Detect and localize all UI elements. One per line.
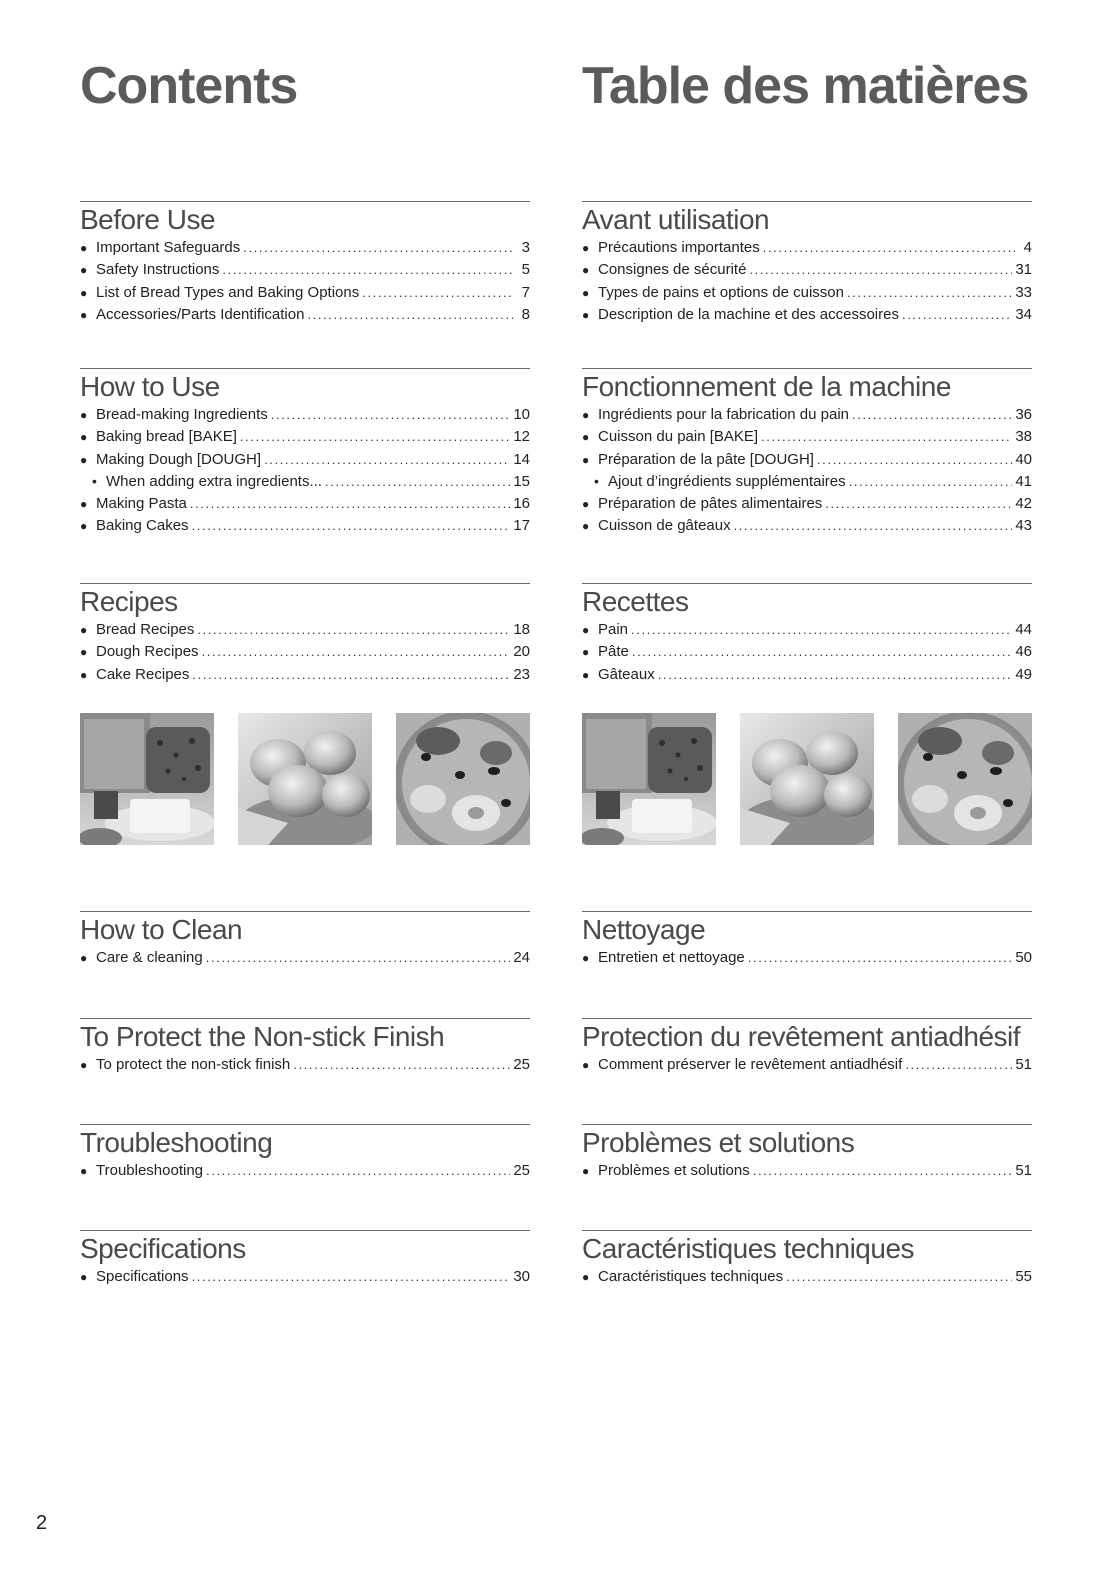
bullet-icon: ●	[80, 645, 88, 660]
toc-entry[interactable]: ● Description de la machine et des accessoires ..... 34	[582, 304, 1032, 326]
dot-leader	[852, 404, 1012, 425]
bullet-icon: ●	[80, 951, 88, 965]
page-ref: 50	[1015, 949, 1032, 966]
toc-entry[interactable]: ● Ingrédients pour la fabrication du pain ..... 36	[582, 404, 1032, 426]
toc-entry[interactable]: ● Baking bread [BAKE] ..... 12	[80, 426, 530, 448]
bullet-icon: ●	[582, 241, 590, 255]
bullet-icon: ●	[582, 645, 590, 660]
bullet-icon: ●	[80, 263, 88, 278]
page-ref: 5	[521, 261, 530, 279]
dot-leader	[761, 426, 1012, 447]
section-heading: Recettes	[582, 586, 689, 617]
page-ref: 3	[521, 239, 530, 256]
toc-entry[interactable]: ● To protect the non-stick finish ..... 25	[80, 1054, 530, 1076]
page-ref: 51	[1015, 1056, 1032, 1073]
bullet-icon: ●	[80, 1164, 88, 1178]
bullet-icon: ●	[80, 496, 88, 511]
dot-leader	[847, 282, 1012, 303]
section-heading: Specifications	[80, 1233, 246, 1264]
bullet-icon: ●	[80, 241, 88, 255]
bread-rolls-photo	[740, 713, 874, 845]
page-ref: 12	[513, 428, 530, 446]
dot-leader	[264, 449, 510, 470]
section-protection	[582, 1018, 1032, 1076]
toc-entry[interactable]: ● Safety Instructions ..... 5	[80, 259, 530, 281]
bullet-icon: ●	[582, 452, 590, 467]
page-ref: 55	[1015, 1268, 1032, 1285]
dot-leader	[748, 947, 1013, 968]
toc-entry[interactable]: ● Baking Cakes ..... 17	[80, 515, 530, 537]
toc-entry[interactable]: ● Bread Recipes ..... 18	[80, 619, 530, 641]
section-heading: Troubleshooting	[80, 1127, 273, 1158]
toc-entry[interactable]: ● Pâte ..... 46	[582, 641, 1032, 663]
bullet-icon: ●	[80, 308, 88, 323]
section-caracteristiques	[582, 1230, 1032, 1288]
dot-leader	[825, 493, 1012, 514]
page-ref: 10	[513, 406, 530, 423]
section-heading: Avant utilisation	[582, 204, 770, 235]
section-heading: Protection du revêtement antiadhésif	[582, 1021, 1021, 1052]
page-ref: 23	[513, 665, 530, 683]
dot-leader	[817, 449, 1012, 470]
toc-entry[interactable]: ● Préparation de pâtes alimentaires ..... 42	[582, 493, 1032, 515]
bullet-icon: ●	[582, 496, 590, 511]
pizza-photo	[396, 713, 530, 845]
bullet-icon: ●	[80, 623, 88, 637]
dot-leader	[192, 1266, 511, 1287]
toc-entry[interactable]: ● Cuisson du pain [BAKE] ..... 38	[582, 426, 1032, 448]
page-ref: 20	[513, 643, 530, 661]
page-ref: 33	[1015, 283, 1032, 301]
page-title-fr: Table des matières	[582, 57, 1029, 115]
section-non-stick	[80, 1018, 530, 1076]
bullet-icon: ●	[582, 1164, 590, 1178]
dot-leader	[206, 1160, 510, 1181]
page-ref: 49	[1015, 665, 1032, 683]
page-ref: 44	[1015, 621, 1032, 638]
toc-entry[interactable]: ● Gâteaux ..... 49	[582, 664, 1032, 686]
bullet-icon: ●	[80, 408, 88, 422]
toc-entry[interactable]: ● Making Pasta ..... 16	[80, 493, 530, 515]
dot-leader	[749, 259, 1012, 280]
section-heading: Recipes	[80, 586, 178, 617]
section-heading: Caractéristiques techniques	[582, 1233, 915, 1264]
section-heading: Fonctionnement de la machine	[582, 371, 951, 402]
bullet-icon: ●	[582, 667, 590, 682]
toc-entry[interactable]: ● Caractéristiques techniques ..... 55	[582, 1266, 1032, 1288]
toc-entry[interactable]: ● Pain ..... 44	[582, 619, 1032, 641]
bullet-icon: ●	[582, 408, 590, 422]
section-specifications	[80, 1230, 530, 1288]
page-ref: 38	[1015, 428, 1032, 446]
page-ref: 8	[521, 306, 530, 324]
section-recipes	[80, 583, 530, 686]
page-ref: 16	[513, 494, 530, 512]
toc-entry[interactable]: ● Bread-making Ingredients ..... 10	[80, 404, 530, 426]
dot-leader	[206, 947, 511, 968]
page-ref: 34	[1015, 306, 1032, 324]
bullet-icon: ●	[582, 1058, 590, 1072]
toc-entry[interactable]: ● List of Bread Types and Baking Options ..... 7	[80, 282, 530, 304]
toc-entry[interactable]: ● Précautions importantes ..... 4	[582, 237, 1032, 259]
section-nettoyage	[582, 911, 1032, 969]
bullet-icon: ●	[582, 263, 590, 278]
page-ref: 43	[1015, 517, 1032, 535]
page-ref: 25	[513, 1056, 530, 1073]
bullet-icon: ●	[582, 519, 590, 534]
toc-entry[interactable]: ● Specifications ..... 30	[80, 1266, 530, 1288]
toc-subentry[interactable]: • Ajout d’ingrédients supplémentaires ..... 41	[582, 471, 1032, 492]
bullet-icon: ●	[582, 308, 590, 323]
toc-entry[interactable]: ● Types de pains et options de cuisson ..... 33	[582, 282, 1032, 304]
bullet-icon: ●	[582, 1270, 590, 1284]
toc-entry[interactable]: ● Entretien et nettoyage ..... 50	[582, 947, 1032, 969]
toc-entry[interactable]: ● Cuisson de gâteaux ..... 43	[582, 515, 1032, 537]
dot-leader	[271, 404, 511, 425]
recipe-photos	[80, 713, 530, 845]
bullet-icon: ●	[80, 430, 88, 445]
dot-leader	[658, 664, 1013, 685]
page-ref: 14	[513, 450, 530, 468]
dot-leader	[763, 237, 1015, 258]
bullet-icon: ●	[80, 667, 88, 682]
dot-leader	[222, 259, 513, 280]
dot-leader	[190, 493, 510, 514]
page-ref: 40	[1015, 450, 1032, 468]
toc-entry[interactable]: ● Consignes de sécurité ..... 31	[582, 259, 1032, 281]
page-number: 2	[36, 1512, 48, 1534]
bread-loaf-photo	[582, 713, 716, 845]
section-how-to-use	[80, 368, 530, 537]
section-heading: Problèmes et solutions	[582, 1127, 855, 1158]
dot-leader	[192, 664, 510, 685]
bullet-icon: ●	[80, 452, 88, 467]
dot-leader	[849, 471, 1013, 492]
bullet-icon: ●	[80, 1270, 88, 1284]
page-ref: 36	[1015, 406, 1032, 423]
toc-subentry[interactable]: • When adding extra ingredients... ..... 15	[80, 471, 530, 492]
toc-entry[interactable]: ● Important Safeguards ..... 3	[80, 237, 530, 259]
section-how-to-clean	[80, 911, 530, 969]
bullet-icon: ●	[582, 285, 590, 300]
dot-leader	[307, 304, 513, 325]
dot-leader	[243, 237, 513, 258]
dot-leader	[240, 426, 510, 447]
bullet-icon: ●	[582, 951, 590, 965]
bullet-icon: ●	[80, 285, 88, 300]
page-ref: 51	[1015, 1162, 1032, 1179]
bread-rolls-photo	[238, 713, 372, 845]
section-heading: To Protect the Non-stick Finish	[80, 1021, 445, 1052]
section-troubleshooting	[80, 1124, 530, 1182]
dot-leader	[293, 1054, 510, 1075]
section-fonctionnement	[582, 368, 1032, 537]
bullet-icon: ●	[80, 519, 88, 534]
bullet-icon: ●	[582, 623, 590, 637]
bullet-icon: ●	[582, 430, 590, 445]
section-recettes	[582, 583, 1032, 686]
section-problemes	[582, 1124, 1032, 1182]
toc-entry[interactable]: ● Making Dough [DOUGH] ..... 14	[80, 449, 530, 471]
page-ref: 25	[513, 1162, 530, 1179]
dot-leader	[786, 1266, 1012, 1287]
dot-leader	[325, 471, 510, 492]
page-ref: 15	[513, 473, 530, 491]
dot-leader	[202, 641, 511, 662]
dot-leader	[631, 619, 1012, 640]
toc-entry[interactable]: ● Care & cleaning ..... 24	[80, 947, 530, 969]
bullet-icon: ●	[80, 1058, 88, 1072]
toc-entry[interactable]: ● Cake Recipes ..... 23	[80, 664, 530, 686]
bread-loaf-photo	[80, 713, 214, 845]
page-ref: 17	[513, 517, 530, 535]
section-avant-utilisation	[582, 201, 1032, 327]
page-ref: 24	[513, 949, 530, 966]
toc-entry[interactable]: ● Troubleshooting ..... 25	[80, 1160, 530, 1182]
toc-entry[interactable]: ● Problèmes et solutions ..... 51	[582, 1160, 1032, 1182]
recipe-photos-fr	[582, 713, 1032, 845]
page-ref: 41	[1015, 473, 1032, 491]
dot-leader	[734, 515, 1013, 536]
page-ref: 46	[1015, 643, 1032, 661]
dot-leader	[192, 515, 511, 536]
section-before-use	[80, 201, 530, 327]
dot-leader	[753, 1160, 1013, 1181]
section-heading: How to Clean	[80, 914, 243, 945]
section-heading: Nettoyage	[582, 914, 706, 945]
toc-entry[interactable]: ● Comment préserver le revêtement antiadhésif ..... 51	[582, 1054, 1032, 1076]
sub-bullet-icon: •	[594, 473, 599, 490]
page-title: Contents	[80, 57, 298, 115]
page-ref: 31	[1015, 261, 1032, 279]
dot-leader	[902, 304, 1012, 325]
sub-bullet-icon: •	[92, 473, 97, 490]
page-ref: 42	[1015, 494, 1032, 512]
page-ref: 7	[521, 283, 530, 301]
page-ref: 18	[513, 621, 530, 638]
page-ref: 4	[1023, 239, 1032, 256]
toc-entry[interactable]: ● Préparation de la pâte [DOUGH] ..... 40	[582, 449, 1032, 471]
section-heading: Before Use	[80, 204, 216, 235]
dot-leader	[632, 641, 1012, 662]
page-ref: 30	[513, 1268, 530, 1285]
toc-entry[interactable]: ● Dough Recipes ..... 20	[80, 641, 530, 663]
dot-leader	[362, 282, 513, 303]
dot-leader	[197, 619, 510, 640]
toc-entry[interactable]: ● Accessories/Parts Identification ..... 8	[80, 304, 530, 326]
section-heading: How to Use	[80, 371, 220, 402]
dot-leader	[905, 1054, 1012, 1075]
pizza-photo	[898, 713, 1032, 845]
